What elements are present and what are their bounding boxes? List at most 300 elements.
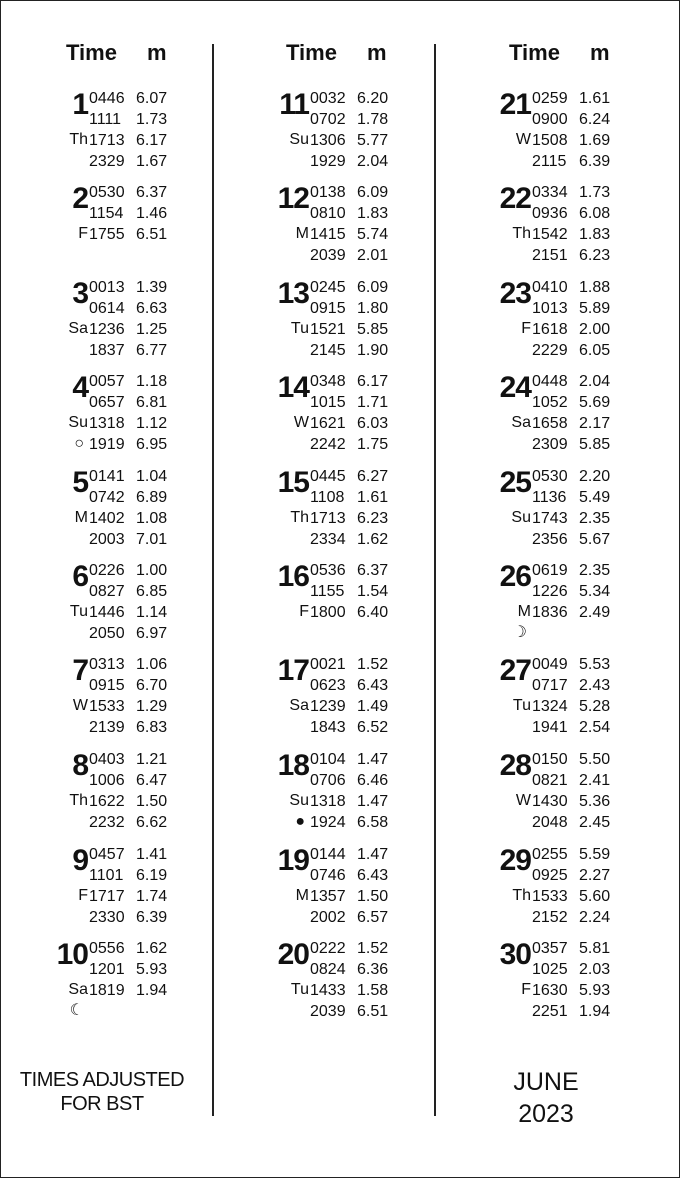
tide-height: 6.36	[357, 961, 389, 978]
tide-time: 1108	[310, 489, 345, 506]
tide-row	[89, 298, 186, 319]
month-year	[486, 1066, 606, 1130]
weekday-label: Tu	[69, 603, 88, 620]
tide-row	[532, 466, 629, 487]
tide-height: 6.47	[136, 772, 168, 789]
tide-time: 0742	[89, 489, 125, 506]
tide-row	[532, 434, 629, 455]
tide-time: 0925	[532, 867, 568, 884]
tide-time: 0104	[310, 751, 346, 768]
tide-height: 2.20	[579, 468, 611, 485]
tide-time: 1717	[89, 888, 125, 905]
day-number: 18	[277, 749, 309, 782]
tide-height: 5.85	[579, 436, 611, 453]
tide-row	[310, 717, 407, 738]
tide-list	[532, 277, 629, 361]
tide-row	[89, 623, 186, 644]
tide-time: 1154	[89, 205, 124, 222]
tide-row	[310, 770, 407, 791]
tide-height: 6.62	[136, 814, 168, 831]
tide-row	[89, 319, 186, 340]
tide-time: 1226	[532, 583, 568, 600]
tide-row	[532, 560, 629, 581]
weekday-label: M	[517, 603, 531, 620]
tide-time: 1924	[310, 814, 346, 831]
tide-time: 1713	[310, 510, 346, 527]
day-number: 11	[279, 88, 309, 121]
tide-time: 1755	[89, 226, 125, 243]
day-number: 29	[499, 844, 531, 877]
weekday-label: F	[78, 225, 88, 242]
tide-height: 6.97	[136, 625, 168, 642]
tide-height: 2.04	[357, 153, 389, 170]
tide-time: 1052	[532, 394, 568, 411]
day-number: 9	[72, 844, 88, 877]
tide-row	[89, 203, 186, 224]
tide-row	[89, 151, 186, 172]
tide-height: 1.06	[136, 656, 168, 673]
weekday-label: Th	[69, 792, 88, 809]
tide-height: 6.57	[357, 909, 389, 926]
tide-height: 6.83	[136, 719, 168, 736]
tide-height: 2.24	[579, 909, 611, 926]
tide-row	[310, 203, 407, 224]
day-number: 23	[499, 277, 531, 310]
day-entry	[0, 844, 200, 928]
tide-time: 2039	[310, 1003, 346, 1020]
tide-height: 5.85	[357, 321, 389, 338]
tide-height: 1.52	[357, 656, 389, 673]
tide-time: 1621	[310, 415, 346, 432]
weekday-label: Su	[289, 131, 309, 148]
tide-row	[532, 602, 629, 623]
tide-height: 7.01	[136, 531, 168, 548]
tide-row	[310, 696, 407, 717]
tide-height: 2.41	[579, 772, 611, 789]
tide-time: 1013	[532, 300, 568, 317]
tide-row	[310, 224, 407, 245]
bst-note	[10, 1068, 194, 1116]
tide-time: 0623	[310, 677, 346, 694]
tide-row	[532, 487, 629, 508]
tide-row	[310, 298, 407, 319]
moon-phase-icon: ☾	[69, 1002, 84, 1019]
tide-height: 5.28	[579, 698, 611, 715]
tide-row	[89, 434, 186, 455]
tide-row	[532, 109, 629, 130]
tide-row	[89, 938, 186, 959]
tide-time: 1415	[310, 226, 346, 243]
tide-row	[532, 413, 629, 434]
tide-height: 2.04	[579, 373, 611, 390]
tide-height: 1.83	[579, 226, 611, 243]
tide-time: 2329	[89, 153, 125, 170]
tide-time: 1446	[89, 604, 125, 621]
day-entry	[0, 560, 200, 644]
tide-height: 2.45	[579, 814, 611, 831]
tide-row	[310, 675, 407, 696]
tide-time: 1006	[89, 772, 125, 789]
day-number: 8	[72, 749, 88, 782]
tide-list	[89, 182, 186, 245]
tide-time: 0717	[532, 677, 568, 694]
tide-height: 1.25	[136, 321, 168, 338]
tide-row	[310, 413, 407, 434]
tide-time: 2242	[310, 436, 346, 453]
tide-list	[310, 749, 407, 833]
tide-height: 6.81	[136, 394, 168, 411]
weekday-label: Th	[512, 887, 531, 904]
tide-time: 2152	[532, 909, 568, 926]
day-entry	[443, 277, 643, 361]
weekday-label: W	[515, 792, 531, 809]
tide-time: 1318	[89, 415, 125, 432]
day-number: 30	[499, 938, 531, 971]
tide-row	[532, 508, 629, 529]
tide-list	[310, 466, 407, 550]
tide-row	[89, 529, 186, 550]
tide-row	[310, 88, 407, 109]
tide-time: 0446	[89, 90, 125, 107]
tide-height: 5.60	[579, 888, 611, 905]
tide-height: 1.94	[579, 1003, 611, 1020]
tide-row	[89, 654, 186, 675]
tide-row	[89, 466, 186, 487]
day-entry	[0, 654, 200, 738]
tide-time: 2048	[532, 814, 568, 831]
tide-height: 6.23	[579, 247, 611, 264]
tide-height: 1.12	[136, 415, 168, 432]
tide-time: 2232	[89, 814, 125, 831]
tide-row	[310, 812, 407, 833]
tide-height: 5.36	[579, 793, 611, 810]
tide-list	[532, 749, 629, 833]
tide-time: 1433	[310, 982, 346, 999]
tide-row	[310, 130, 407, 151]
tide-time: 0746	[310, 867, 346, 884]
tide-height: 1.52	[357, 940, 389, 957]
tide-time: 1430	[532, 793, 568, 810]
tide-height: 1.29	[136, 698, 168, 715]
tide-time: 1941	[532, 719, 568, 736]
tide-row	[532, 88, 629, 109]
tide-time: 1533	[532, 888, 568, 905]
tide-height: 6.07	[136, 90, 168, 107]
tide-row	[532, 749, 629, 770]
tide-row	[532, 654, 629, 675]
tide-row	[532, 675, 629, 696]
tide-time: 0530	[89, 184, 125, 201]
tide-height: 6.19	[136, 867, 168, 884]
tide-height: 6.09	[357, 279, 389, 296]
weekday-label: F	[521, 320, 531, 337]
day-number: 17	[277, 654, 309, 687]
tide-row	[310, 844, 407, 865]
tide-list	[89, 749, 186, 833]
tide-height: 6.39	[136, 909, 168, 926]
tide-row	[89, 277, 186, 298]
tide-list	[532, 844, 629, 928]
tide-time: 2115	[532, 153, 567, 170]
weekday-label: Th	[512, 225, 531, 242]
tide-row	[89, 959, 186, 980]
tide-row	[310, 151, 407, 172]
tide-row	[89, 88, 186, 109]
tide-height: 5.49	[579, 489, 611, 506]
tide-height: 1.94	[136, 982, 168, 999]
tide-height: 2.03	[579, 961, 611, 978]
tide-height: 6.46	[357, 772, 389, 789]
weekday-label: Su	[289, 792, 309, 809]
day-number: 24	[499, 371, 531, 404]
tide-time: 0222	[310, 940, 346, 957]
tide-row	[532, 130, 629, 151]
tide-height: 5.59	[579, 846, 611, 863]
tide-time: 1239	[310, 698, 346, 715]
tide-height: 6.43	[357, 677, 389, 694]
tide-row	[310, 980, 407, 1001]
tide-height: 6.40	[357, 604, 389, 621]
tide-row	[89, 130, 186, 151]
day-number: 4	[72, 371, 88, 404]
tide-time: 0226	[89, 562, 125, 579]
tide-time: 0936	[532, 205, 568, 222]
column-divider-1	[212, 44, 214, 1116]
tide-row	[532, 371, 629, 392]
tide-time: 0810	[310, 205, 346, 222]
weekday-label: Sa	[68, 981, 88, 998]
tide-time: 2330	[89, 909, 125, 926]
tide-row	[532, 581, 629, 602]
tide-height: 6.43	[357, 867, 389, 884]
day-entry	[0, 938, 200, 1022]
tide-height: 5.93	[579, 982, 611, 999]
tide-list	[310, 654, 407, 738]
tide-height: 6.51	[136, 226, 168, 243]
tide-row	[532, 959, 629, 980]
tide-height: 1.69	[579, 132, 611, 149]
tide-row	[532, 865, 629, 886]
tide-row	[310, 1001, 407, 1022]
tide-row	[89, 109, 186, 130]
tide-height: 6.95	[136, 436, 168, 453]
tide-row	[310, 319, 407, 340]
tide-time: 1015	[310, 394, 346, 411]
day-entry	[443, 371, 643, 455]
column-header-2	[286, 40, 387, 66]
tide-list	[89, 371, 186, 455]
tide-time: 0021	[310, 656, 346, 673]
day-entry	[0, 88, 200, 172]
column-header-3	[509, 40, 610, 66]
tide-row	[310, 602, 407, 623]
tide-row	[310, 791, 407, 812]
tide-list	[89, 938, 186, 1001]
tide-row	[532, 812, 629, 833]
tide-row	[310, 581, 407, 602]
day-entry	[221, 182, 421, 266]
tide-row	[310, 865, 407, 886]
tide-height: 1.47	[357, 846, 389, 863]
time-header: Time	[286, 40, 337, 65]
tide-list	[89, 844, 186, 928]
tide-row	[89, 980, 186, 1001]
tide-time: 0915	[89, 677, 125, 694]
tide-height: 6.39	[579, 153, 611, 170]
weekday-label: W	[515, 131, 531, 148]
day-entry	[0, 277, 200, 361]
day-number: 27	[499, 654, 531, 687]
tide-height: 1.75	[357, 436, 389, 453]
tide-row	[532, 245, 629, 266]
tide-row	[310, 654, 407, 675]
tide-height: 1.39	[136, 279, 168, 296]
tide-list	[89, 277, 186, 361]
tide-row	[89, 696, 186, 717]
weekday-label: Th	[69, 131, 88, 148]
day-entry	[0, 749, 200, 833]
tide-height: 6.52	[357, 719, 389, 736]
tide-height: 6.08	[579, 205, 611, 222]
weekday-label: M	[295, 887, 309, 904]
tide-time: 1618	[532, 321, 568, 338]
tide-time: 1318	[310, 793, 346, 810]
tide-height: 6.51	[357, 1003, 389, 1020]
tide-list	[89, 560, 186, 644]
tide-height: 5.67	[579, 531, 611, 548]
weekday-label: Su	[511, 509, 531, 526]
tide-row	[89, 791, 186, 812]
tide-time: 1658	[532, 415, 568, 432]
tide-time: 0032	[310, 90, 346, 107]
tide-height: 5.74	[357, 226, 389, 243]
tide-height: 5.93	[136, 961, 168, 978]
tide-list	[532, 371, 629, 455]
tide-time: 1919	[89, 436, 125, 453]
tide-height: 1.50	[136, 793, 168, 810]
tide-height: 2.43	[579, 677, 611, 694]
tide-row	[532, 392, 629, 413]
tide-row	[310, 371, 407, 392]
moon-phase-icon: ○	[74, 435, 84, 452]
month-label: JUNE	[513, 1068, 579, 1096]
tide-row	[89, 340, 186, 361]
tide-height: 1.61	[357, 489, 389, 506]
tide-time: 2002	[310, 909, 346, 926]
day-entry	[443, 938, 643, 1022]
tide-row	[310, 466, 407, 487]
tide-height: 6.70	[136, 677, 168, 694]
tide-row	[310, 749, 407, 770]
height-unit-header: m	[589, 40, 610, 65]
tide-row	[532, 151, 629, 172]
tide-height: 2.49	[579, 604, 611, 621]
tide-list	[310, 938, 407, 1022]
weekday-label: F	[78, 887, 88, 904]
tide-time: 0619	[532, 562, 568, 579]
day-entry	[221, 88, 421, 172]
tide-row	[310, 487, 407, 508]
tide-row	[532, 770, 629, 791]
year-label: 2023	[518, 1100, 574, 1128]
tide-list	[532, 560, 629, 623]
weekday-label: Sa	[511, 414, 531, 431]
tide-row	[310, 907, 407, 928]
tide-time: 1402	[89, 510, 125, 527]
tide-time: 1622	[89, 793, 125, 810]
tide-height: 2.17	[579, 415, 611, 432]
day-number: 22	[499, 182, 531, 215]
moon-phase-icon: ☽	[512, 624, 527, 641]
weekday-label: Sa	[68, 320, 88, 337]
day-number: 7	[72, 654, 88, 687]
weekday-label: F	[299, 603, 309, 620]
tide-height: 2.35	[579, 510, 611, 527]
tide-time: 2050	[89, 625, 125, 642]
tide-row	[89, 865, 186, 886]
tide-height: 5.69	[579, 394, 611, 411]
tide-height: 1.18	[136, 373, 168, 390]
tide-time: 1306	[310, 132, 346, 149]
tide-height: 1.58	[357, 982, 389, 999]
tide-time: 1155	[310, 583, 345, 600]
tide-row	[532, 980, 629, 1001]
tide-time: 0410	[532, 279, 568, 296]
tide-time: 0357	[532, 940, 568, 957]
tide-list	[310, 88, 407, 172]
tide-row	[532, 791, 629, 812]
tide-height: 5.53	[579, 656, 611, 673]
tide-time: 0702	[310, 111, 346, 128]
weekday-label: W	[293, 414, 309, 431]
tide-time: 0313	[89, 656, 125, 673]
tide-height: 1.74	[136, 888, 168, 905]
tide-list	[310, 560, 407, 623]
tide-time: 1819	[89, 982, 125, 999]
day-number: 19	[277, 844, 309, 877]
tide-row	[532, 717, 629, 738]
tide-list	[532, 654, 629, 738]
column-divider-2	[434, 44, 436, 1116]
tide-list	[89, 88, 186, 172]
tide-time: 0141	[89, 468, 125, 485]
tide-time: 1357	[310, 888, 346, 905]
tide-height: 1.88	[579, 279, 611, 296]
tide-time: 0138	[310, 184, 346, 201]
height-unit-header: m	[146, 40, 167, 65]
tide-row	[532, 319, 629, 340]
tide-row	[532, 529, 629, 550]
tide-row	[89, 844, 186, 865]
day-entry	[221, 466, 421, 550]
tide-time: 0150	[532, 751, 568, 768]
tide-row	[532, 340, 629, 361]
tide-time: 0824	[310, 961, 346, 978]
bst-note-line2: FOR BST	[60, 1093, 144, 1115]
weekday-label: Th	[290, 509, 309, 526]
day-number: 16	[277, 560, 309, 593]
tide-height: 6.89	[136, 489, 168, 506]
tide-height: 5.81	[579, 940, 611, 957]
tide-time: 0049	[532, 656, 568, 673]
tide-height: 6.85	[136, 583, 168, 600]
tide-height: 1.73	[579, 184, 611, 201]
tide-height: 1.47	[357, 751, 389, 768]
tide-row	[89, 749, 186, 770]
tide-row	[310, 508, 407, 529]
weekday-label: Tu	[512, 697, 531, 714]
tide-height: 6.37	[136, 184, 168, 201]
